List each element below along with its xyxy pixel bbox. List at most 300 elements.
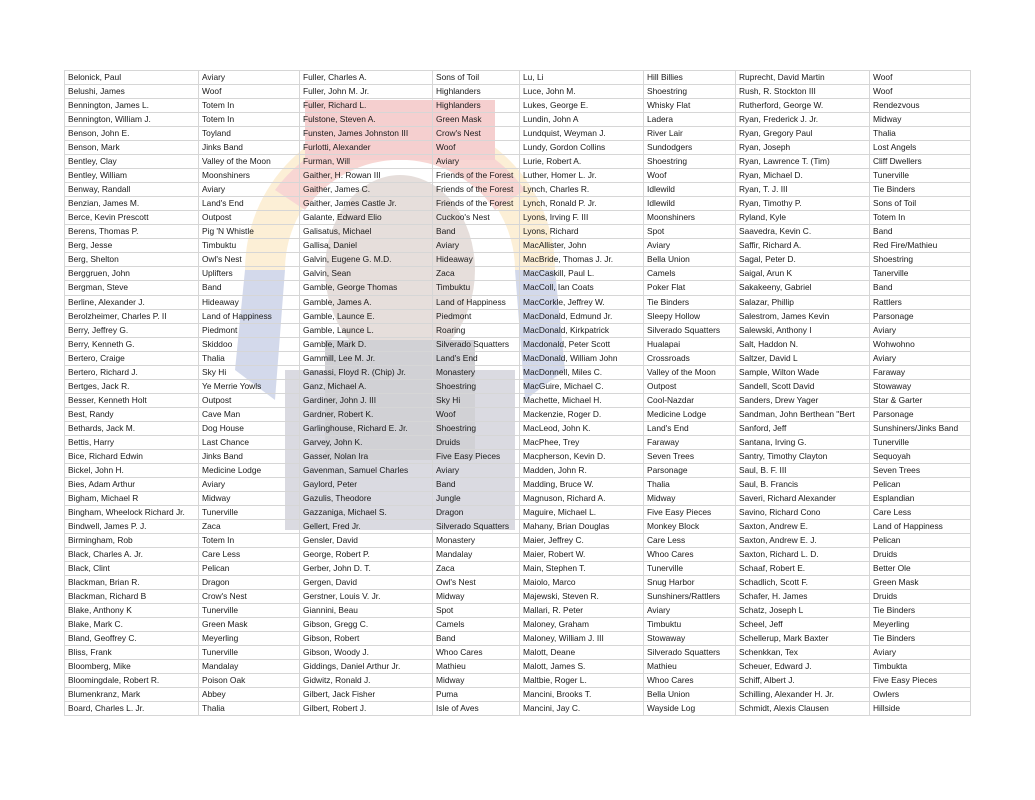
camp-name-cell: Mathieu [644,660,736,674]
member-name-cell: Blackman, Brian R. [65,576,199,590]
member-name-cell: Magnuson, Richard A. [520,491,644,505]
member-name-cell: Lu, Li [520,71,644,85]
member-name-cell: Blackman, Richard B [65,590,199,604]
camp-name-cell: Totem In [199,113,300,127]
camp-name-cell: Silverado Squatters [644,323,736,337]
member-name-cell: Main, Stephen T. [520,562,644,576]
camp-name-cell: Zaca [433,267,520,281]
camp-name-cell: Thalia [644,477,736,491]
camp-name-cell: Dog House [199,421,300,435]
member-name-cell: Belushi, James [65,85,199,99]
member-name-cell: Berens, Thomas P. [65,225,199,239]
camp-name-cell: Meyerling [199,632,300,646]
member-name-cell: Salazar, Phillip [736,295,870,309]
member-name-cell: Gensler, David [300,534,433,548]
camp-name-cell: Silverado Squatters [433,337,520,351]
member-name-cell: Funsten, James Johnston III [300,127,433,141]
table-row [65,477,971,491]
member-name-cell: Saul, B. Francis [736,477,870,491]
camp-name-cell: Woof [870,71,971,85]
member-name-cell: MacColl, Ian Coats [520,281,644,295]
member-name-cell: Sanders, Drew Yager [736,393,870,407]
member-name-cell: Garvey, John K. [300,435,433,449]
camp-name-cell: Totem In [199,534,300,548]
camp-name-cell: Sons of Toil [870,197,971,211]
camp-name-cell: Esplandian [870,491,971,505]
member-name-cell: Saxton, Andrew E. [736,520,870,534]
member-name-cell: Bies, Adam Arthur [65,477,199,491]
camp-name-cell: Midway [433,590,520,604]
member-name-cell: Berolzheimer, Charles P. II [65,309,199,323]
table-row [65,562,971,576]
member-name-cell: Saveri, Richard Alexander [736,491,870,505]
camp-name-cell: Druids [870,590,971,604]
member-name-cell: Maguire, Michael L. [520,505,644,519]
member-name-cell: Gamble, George Thomas [300,281,433,295]
member-name-cell: MacPhee, Trey [520,435,644,449]
camp-name-cell: Monastery [433,365,520,379]
camp-name-cell: Aviary [644,604,736,618]
member-name-cell: Sagal, Peter D. [736,253,870,267]
camp-name-cell: Sequoyah [870,449,971,463]
member-name-cell: Ryan, T. J. III [736,183,870,197]
camp-name-cell: Bella Union [644,253,736,267]
camp-name-cell: Aviary [199,71,300,85]
camp-name-cell: Land of Happiness [433,295,520,309]
camp-name-cell: Band [433,225,520,239]
camp-name-cell: Pelican [870,534,971,548]
member-name-cell: MacDonald, Edmund Jr. [520,309,644,323]
member-name-cell: Mallari, R. Peter [520,604,644,618]
member-name-cell: Furlotti, Alexander [300,141,433,155]
camp-name-cell: Woof [199,85,300,99]
member-name-cell: Bethards, Jack M. [65,421,199,435]
member-name-cell: Lundin, John A [520,113,644,127]
member-name-cell: Bingham, Wheelock Richard Jr. [65,505,199,519]
member-name-cell: Gaither, James Castle Jr. [300,197,433,211]
member-name-cell: Gilbert, Jack Fisher [300,688,433,702]
camp-name-cell: Uplifters [199,267,300,281]
member-name-cell: Lundquist, Weyman J. [520,127,644,141]
member-name-cell: Blumenkranz, Mark [65,688,199,702]
member-name-cell: Lyons, Richard [520,225,644,239]
camp-name-cell: Aviary [433,239,520,253]
member-name-cell: Luce, John M. [520,85,644,99]
member-name-cell: MacDonald, Kirkpatrick [520,323,644,337]
camp-name-cell: Isle of Aves [433,702,520,716]
camp-name-cell: Whoo Cares [644,674,736,688]
table-row [65,702,971,716]
camp-name-cell: Piedmont [433,309,520,323]
member-name-cell: Saigal, Arun K [736,267,870,281]
camp-name-cell: Totem In [870,211,971,225]
camp-name-cell: Sundodgers [644,141,736,155]
member-name-cell: Saffir, Richard A. [736,239,870,253]
member-name-cell: Gaither, James C. [300,183,433,197]
member-name-cell: Scheel, Jeff [736,618,870,632]
member-name-cell: Blake, Anthony K [65,604,199,618]
member-name-cell: Maier, Jeffrey C. [520,534,644,548]
camp-name-cell: Dragon [199,576,300,590]
camp-name-cell: Land's End [644,421,736,435]
table-row [65,183,971,197]
table-row [65,127,971,141]
member-name-cell: Benson, Mark [65,141,199,155]
camp-name-cell: Shoestring [433,379,520,393]
member-name-cell: Saltzer, David L [736,351,870,365]
member-name-cell: Schiff, Albert J. [736,674,870,688]
member-name-cell: Gazzaniga, Michael S. [300,505,433,519]
member-name-cell: Saxton, Richard L. D. [736,548,870,562]
camp-name-cell: Zaca [433,562,520,576]
camp-name-cell: Sons of Toil [433,71,520,85]
camp-name-cell: Whisky Flat [644,99,736,113]
camp-name-cell: Faraway [644,435,736,449]
member-name-cell: Berry, Kenneth G. [65,337,199,351]
camp-name-cell: Parsonage [870,407,971,421]
member-name-cell: Besser, Kenneth Holt [65,393,199,407]
camp-name-cell: Five Easy Pieces [870,674,971,688]
camp-name-cell: Spot [433,604,520,618]
roster-table-body [65,71,971,716]
camp-name-cell: Tie Binders [870,632,971,646]
member-name-cell: Ryan, Gregory Paul [736,127,870,141]
camp-name-cell: Tunerville [199,505,300,519]
camp-name-cell: Bella Union [644,688,736,702]
camp-name-cell: Thalia [199,702,300,716]
member-name-cell: MacLeod, John K. [520,421,644,435]
camp-name-cell: River Lair [644,127,736,141]
camp-name-cell: Cuckoo's Nest [433,211,520,225]
member-name-cell: Ryan, Timothy P. [736,197,870,211]
member-name-cell: Schatz, Joseph L [736,604,870,618]
member-name-cell: Saul, B. F. III [736,463,870,477]
member-name-cell: Scheuer, Edward J. [736,660,870,674]
member-name-cell: Schenkkan, Tex [736,646,870,660]
table-row [65,113,971,127]
member-name-cell: Lynch, Ronald P. Jr. [520,197,644,211]
member-name-cell: Galvin, Sean [300,267,433,281]
camp-name-cell: Pelican [870,477,971,491]
camp-name-cell: Tunerville [644,562,736,576]
member-name-cell: Ruprecht, David Martin [736,71,870,85]
member-name-cell: Bindwell, James P. J. [65,520,199,534]
camp-name-cell: Skiddoo [199,337,300,351]
member-name-cell: Benson, John E. [65,127,199,141]
member-name-cell: Gamble, James A. [300,295,433,309]
camp-name-cell: Band [199,281,300,295]
camp-name-cell: Silverado Squatters [433,520,520,534]
camp-name-cell: Camels [433,618,520,632]
camp-name-cell: Shoestring [870,253,971,267]
member-name-cell: Saxton, Andrew E. J. [736,534,870,548]
member-name-cell: Gibson, Robert [300,632,433,646]
camp-name-cell: Rendezvous [870,99,971,113]
member-name-cell: Lurie, Robert A. [520,155,644,169]
member-name-cell: Birmingham, Rob [65,534,199,548]
camp-name-cell: Valley of the Moon [644,365,736,379]
camp-name-cell: Hualapai [644,337,736,351]
camp-name-cell: Sunshiners/Rattlers [644,590,736,604]
table-row [65,169,971,183]
camp-name-cell: Jinks Band [199,141,300,155]
camp-name-cell: Star & Garter [870,393,971,407]
member-name-cell: Maiolo, Marco [520,576,644,590]
camp-name-cell: Medicine Lodge [199,463,300,477]
member-name-cell: Galisatus, Michael [300,225,433,239]
camp-name-cell: Wayside Log [644,702,736,716]
member-name-cell: Fuller, Charles A. [300,71,433,85]
member-name-cell: Sample, Wilton Wade [736,365,870,379]
member-name-cell: Lukes, George E. [520,99,644,113]
member-name-cell: Lyons, Irving F. III [520,211,644,225]
member-name-cell: Malott, James S. [520,660,644,674]
camp-name-cell: Hideaway [199,295,300,309]
member-name-cell: Belonick, Paul [65,71,199,85]
camp-name-cell: Thalia [199,351,300,365]
camp-name-cell: Band [870,225,971,239]
member-name-cell: Salewski, Anthony I [736,323,870,337]
camp-name-cell: Totem In [199,99,300,113]
camp-name-cell: Hideaway [433,253,520,267]
member-name-cell: Ganz, Michael A. [300,379,433,393]
camp-name-cell: Outpost [199,393,300,407]
camp-name-cell: Stowaway [870,379,971,393]
member-name-cell: Sandman, John Berthean "Bert [736,407,870,421]
member-name-cell: Lynch, Charles R. [520,183,644,197]
member-name-cell: Schaaf, Robert E. [736,562,870,576]
camp-name-cell: Ladera [644,113,736,127]
table-row [65,632,971,646]
camp-name-cell: Timbuktu [199,239,300,253]
table-row [65,505,971,519]
member-name-cell: Gardner, Robert K. [300,407,433,421]
camp-name-cell: Hillside [870,702,971,716]
member-name-cell: Gaylord, Peter [300,477,433,491]
member-name-cell: Bergman, Steve [65,281,199,295]
camp-name-cell: Poison Oak [199,674,300,688]
camp-name-cell: Care Less [870,505,971,519]
member-name-cell: Lundy, Gordon Collins [520,141,644,155]
member-name-cell: Bettis, Harry [65,435,199,449]
camp-name-cell: Aviary [199,477,300,491]
camp-name-cell: Sky Hi [433,393,520,407]
camp-name-cell: Woof [870,85,971,99]
member-name-cell: Maloney, Graham [520,618,644,632]
camp-name-cell: Zaca [199,520,300,534]
camp-name-cell: Crow's Nest [199,590,300,604]
member-name-cell: Bickel, John H. [65,463,199,477]
member-name-cell: Bertero, Richard J. [65,365,199,379]
camp-name-cell: Jungle [433,491,520,505]
member-name-cell: Ryan, Frederick J. Jr. [736,113,870,127]
camp-name-cell: Friends of the Forest [433,169,520,183]
member-name-cell: Maltbie, Roger L. [520,674,644,688]
member-name-cell: Gammill, Lee M. Jr. [300,351,433,365]
table-row [65,674,971,688]
camp-name-cell: Crossroads [644,351,736,365]
member-name-cell: Bentley, William [65,169,199,183]
member-name-cell: Berline, Alexander J. [65,295,199,309]
table-row [65,351,971,365]
member-name-cell: Ryan, Joseph [736,141,870,155]
member-name-cell: Berry, Jeffrey G. [65,323,199,337]
member-name-cell: Bentley, Clay [65,155,199,169]
member-name-cell: Berce, Kevin Prescott [65,211,199,225]
table-row [65,281,971,295]
member-name-cell: Sandell, Scott David [736,379,870,393]
camp-name-cell: Mandalay [199,660,300,674]
member-name-cell: Ryan, Michael D. [736,169,870,183]
table-row [65,660,971,674]
member-name-cell: MacCaskill, Paul L. [520,267,644,281]
member-name-cell: Fuller, Richard L. [300,99,433,113]
member-name-cell: Machette, Michael H. [520,393,644,407]
table-row [65,337,971,351]
member-name-cell: Salt, Haddon N. [736,337,870,351]
camp-name-cell: Medicine Lodge [644,407,736,421]
camp-name-cell: Green Mask [433,113,520,127]
table-row [65,99,971,113]
member-name-cell: Berggruen, John [65,267,199,281]
member-name-cell: Gilbert, Robert J. [300,702,433,716]
camp-name-cell: Idlewild [644,183,736,197]
camp-name-cell: Dragon [433,505,520,519]
camp-name-cell: Silverado Squatters [644,646,736,660]
camp-name-cell: Timbuktu [433,281,520,295]
member-name-cell: Bennington, James L. [65,99,199,113]
camp-name-cell: Woof [644,169,736,183]
table-row [65,211,971,225]
camp-name-cell: Land of Happiness [199,309,300,323]
camp-name-cell: Shoestring [433,421,520,435]
camp-name-cell: Stowaway [644,632,736,646]
camp-name-cell: Whoo Cares [433,646,520,660]
table-row [65,71,971,85]
camp-name-cell: Cave Man [199,407,300,421]
member-name-cell: Gamble, Launce L. [300,323,433,337]
table-row [65,590,971,604]
table-row [65,618,971,632]
member-name-cell: Galvin, Eugene G. M.D. [300,253,433,267]
member-name-cell: Mancini, Brooks T. [520,688,644,702]
member-name-cell: Mancini, Jay C. [520,702,644,716]
member-name-cell: Fulstone, Steven A. [300,113,433,127]
member-name-cell: Black, Clint [65,562,199,576]
camp-name-cell: Woof [433,141,520,155]
member-name-cell: Garlinghouse, Richard E. Jr. [300,421,433,435]
table-row [65,309,971,323]
member-name-cell: Ryland, Kyle [736,211,870,225]
camp-name-cell: Five Easy Pieces [644,505,736,519]
member-name-cell: Mackenzie, Roger D. [520,407,644,421]
member-name-cell: Schafer, H. James [736,590,870,604]
camp-name-cell: Shoestring [644,85,736,99]
camp-name-cell: Aviary [870,351,971,365]
camp-name-cell: Red Fire/Mathieu [870,239,971,253]
member-name-cell: Ryan, Lawrence T. (Tim) [736,155,870,169]
member-name-cell: Fuller, John M. Jr. [300,85,433,99]
camp-name-cell: Highlanders [433,99,520,113]
member-name-cell: MacBride, Thomas J. Jr. [520,253,644,267]
camp-name-cell: Outpost [644,379,736,393]
camp-name-cell: Valley of the Moon [199,155,300,169]
camp-name-cell: Spot [644,225,736,239]
member-name-cell: Schadlich, Scott F. [736,576,870,590]
camp-name-cell: Poker Flat [644,281,736,295]
table-row [65,85,971,99]
member-name-cell: Luther, Homer L. Jr. [520,169,644,183]
camp-name-cell: Druids [433,435,520,449]
table-row [65,576,971,590]
member-name-cell: Saavedra, Kevin C. [736,225,870,239]
camp-name-cell: Toyland [199,127,300,141]
table-row [65,646,971,660]
camp-name-cell: Faraway [870,365,971,379]
table-row [65,491,971,505]
camp-name-cell: Aviary [433,155,520,169]
member-name-cell: Board, Charles L. Jr. [65,702,199,716]
member-name-cell: MacDonnell, Miles C. [520,365,644,379]
camp-name-cell: Friends of the Forest [433,197,520,211]
camp-name-cell: Monkey Block [644,520,736,534]
camp-name-cell: Tunerville [199,646,300,660]
table-row [65,295,971,309]
camp-name-cell: Parsonage [870,309,971,323]
camp-name-cell: Midway [644,491,736,505]
member-name-cell: Bennington, William J. [65,113,199,127]
camp-name-cell: Tie Binders [870,183,971,197]
member-name-cell: Benway, Randall [65,183,199,197]
member-name-cell: Gardiner, John J. III [300,393,433,407]
camp-name-cell: Piedmont [199,323,300,337]
member-name-cell: MacGuire, Michael C. [520,379,644,393]
member-name-cell: Bliss, Frank [65,646,199,660]
camp-name-cell: Friends of the Forest [433,183,520,197]
camp-name-cell: Aviary [644,239,736,253]
member-name-cell: MacDonald, William John [520,351,644,365]
camp-name-cell: Sleepy Hollow [644,309,736,323]
member-name-cell: Santana, Irving G. [736,435,870,449]
camp-name-cell: Better Ole [870,562,971,576]
member-name-cell: Gibson, Gregg C. [300,618,433,632]
camp-name-cell: Roaring [433,323,520,337]
member-name-cell: Bertero, Craige [65,351,199,365]
member-name-cell: Maier, Robert W. [520,548,644,562]
camp-name-cell: Druids [870,548,971,562]
member-name-cell: Gamble, Launce E. [300,309,433,323]
camp-name-cell: Tunerville [199,604,300,618]
camp-name-cell: Mandalay [433,548,520,562]
camp-name-cell: Jinks Band [199,449,300,463]
member-name-cell: Malott, Deane [520,646,644,660]
camp-name-cell: Five Easy Pieces [433,449,520,463]
camp-name-cell: Last Chance [199,435,300,449]
camp-name-cell: Tunerville [870,435,971,449]
member-name-cell: Schellerup, Mark Baxter [736,632,870,646]
member-name-cell: Benzian, James M. [65,197,199,211]
camp-name-cell: Tunerville [870,169,971,183]
camp-name-cell: Owl's Nest [433,576,520,590]
camp-name-cell: Owlers [870,688,971,702]
member-name-cell: MacAllister, John [520,239,644,253]
camp-name-cell: Woof [433,407,520,421]
camp-name-cell: Green Mask [870,576,971,590]
table-row [65,435,971,449]
member-name-cell: Rush, R. Stockton III [736,85,870,99]
member-name-cell: Macdonald, Peter Scott [520,337,644,351]
table-row [65,239,971,253]
